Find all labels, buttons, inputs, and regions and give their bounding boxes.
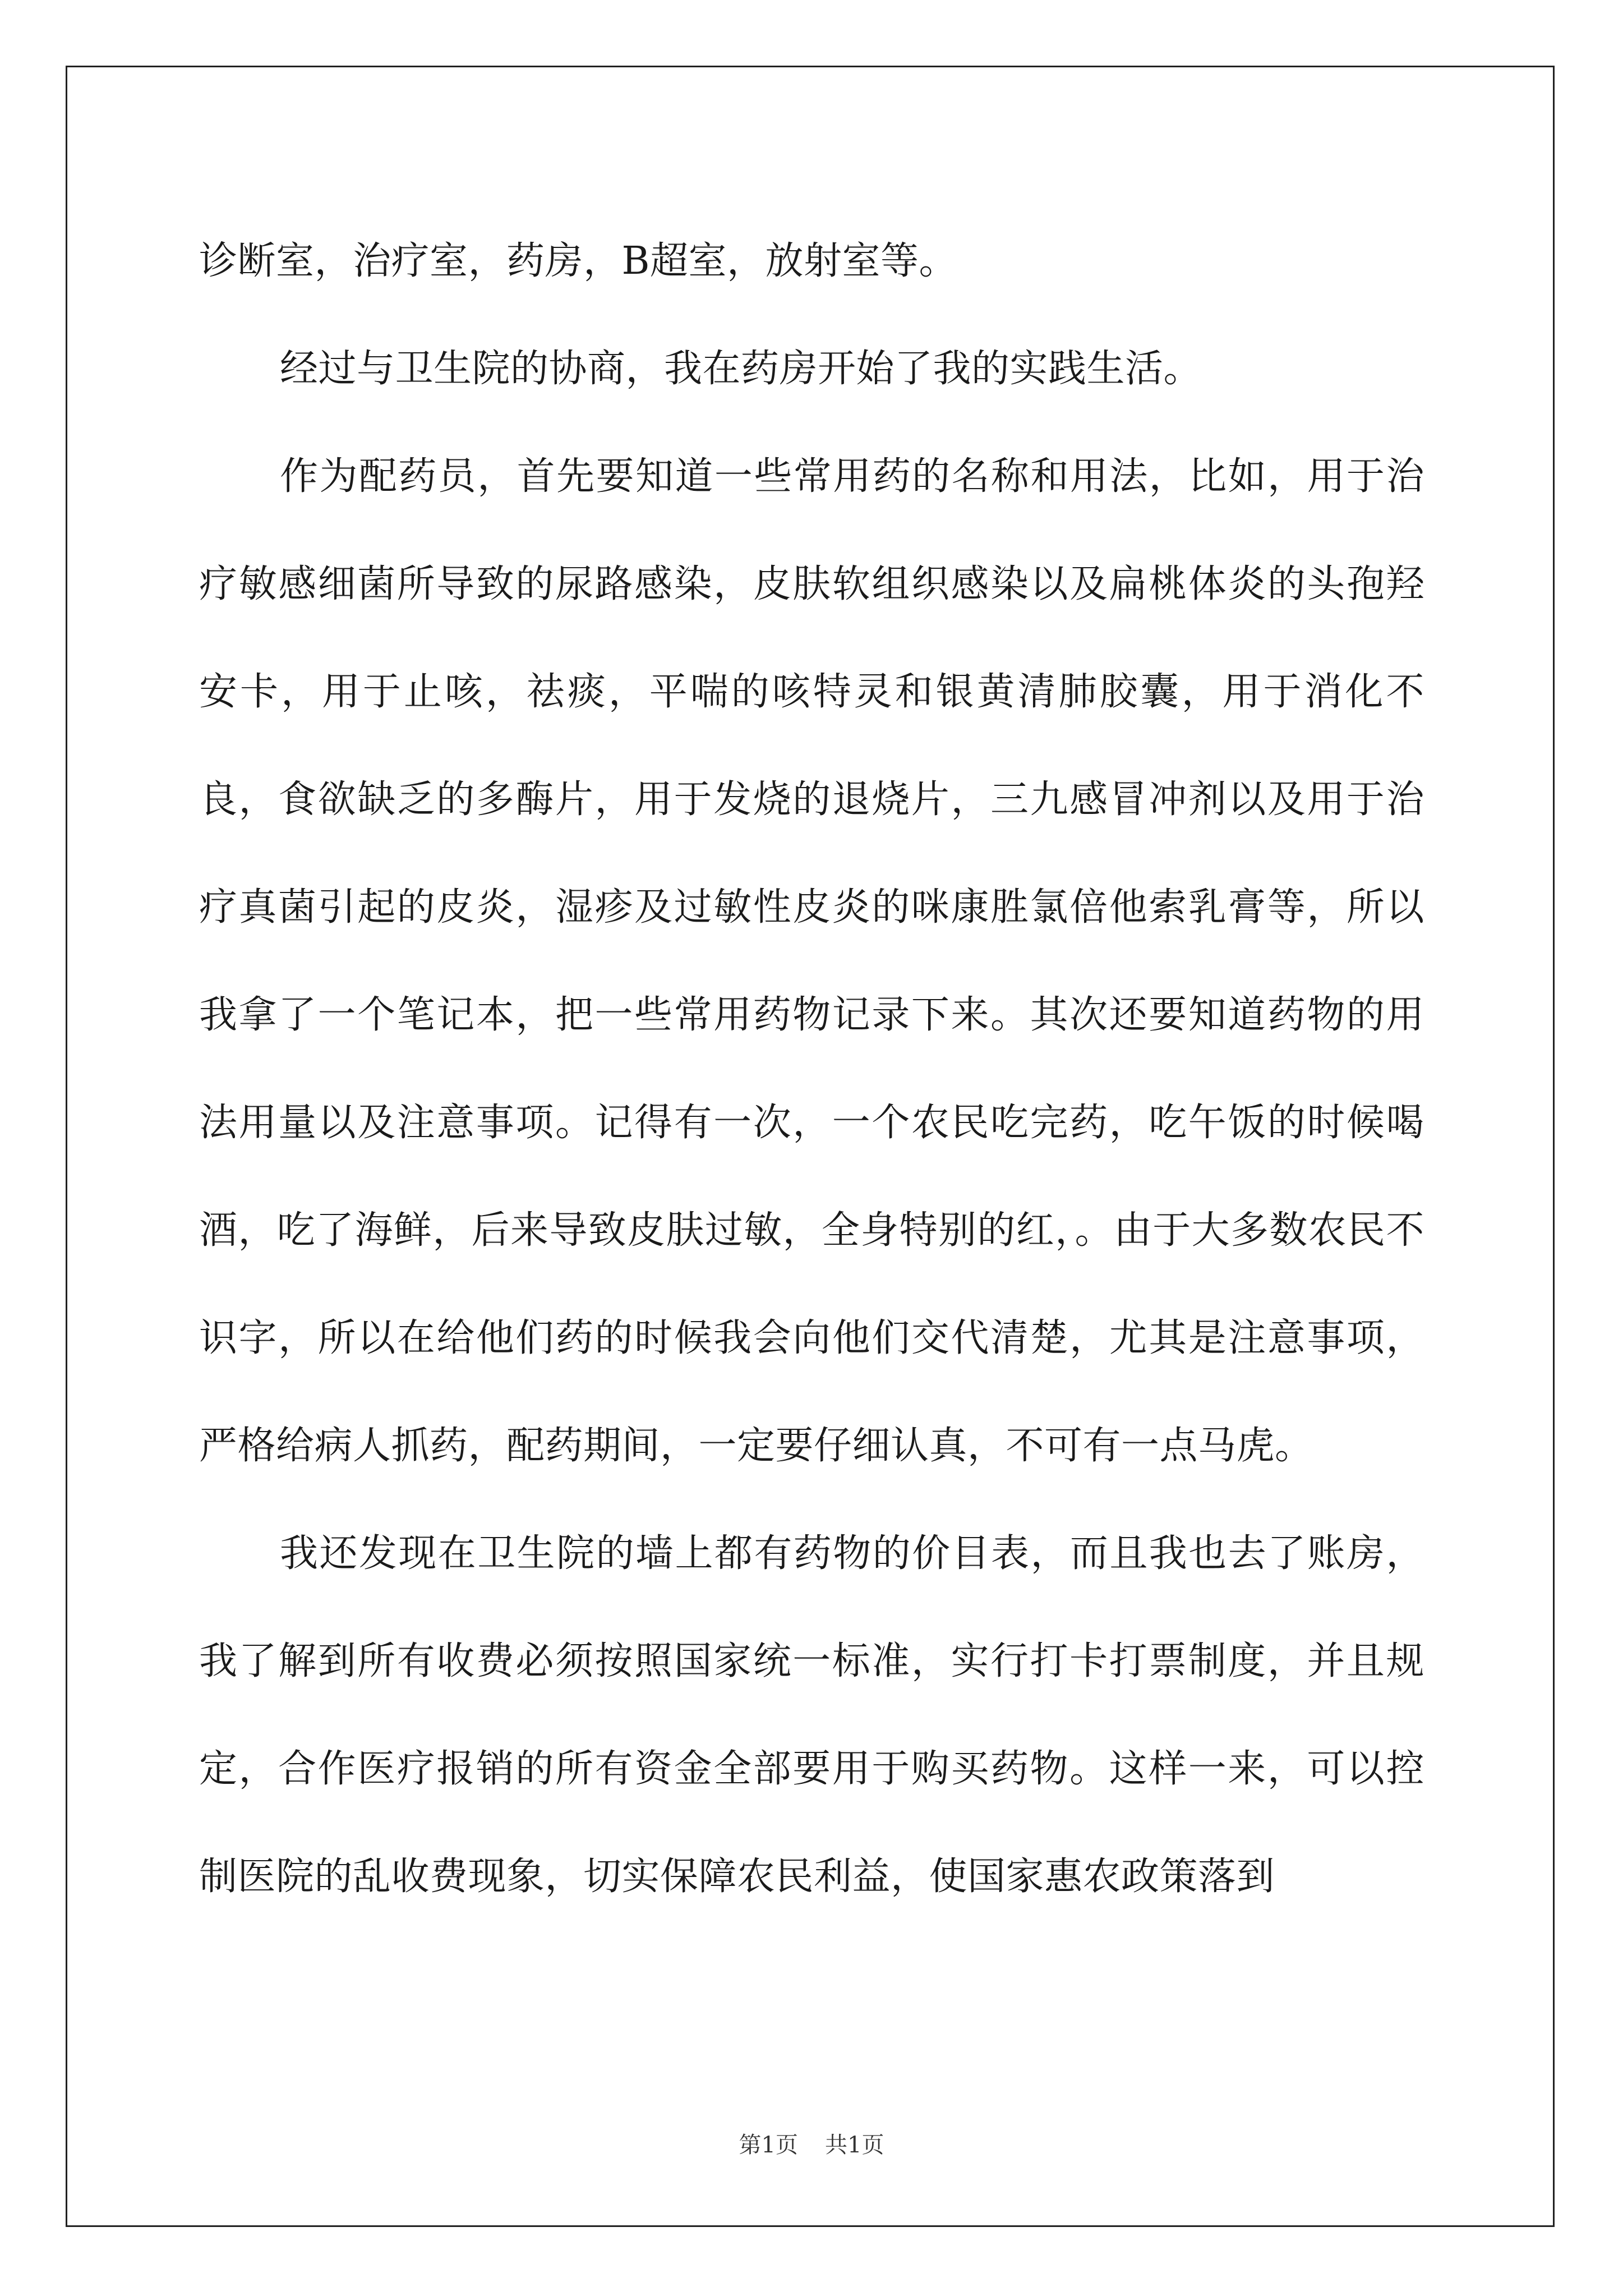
paragraph-consultation: 经过与卫生院的协商，我在药房开始了我的实践生活。 <box>280 347 1202 391</box>
paragraph-pharmacist-duties: 作为配药员，首先要知道一些常用药的名称和用法，比如，用于治疗敏感细菌所导致的尿路感染，皮肤软组织感染以及扁桃体炎的头孢羟安卡，用于止咳，祛痰，平喘的咳特灵和银黄清肺胶囊，用于消化不良，食欲缺乏的多酶片，用于发烧的退烧片，三九感冒冲剂以及用于治疗真菌引起的皮炎，湿疹及过敏性皮炎的咪康胜氯倍他索乳膏等，所以我拿了一个笔记本，把一些常用药物记录下来。其次还要知道药物的用法用量以及注意事项。记得有一次，一个农民吃完药，吃午饭的时候喝酒，吃了海鲜，后来导致皮肤过敏，全身特别的红，。由于大多数农民不识字，所以在给他们药的时候我会向他们交代清楚，尤其是注意事项，严格给病人抓药，配药期间，一定要仔细认真，不可有一点马虎。 <box>199 454 1424 1468</box>
page-total: 共1页 <box>825 2132 884 2158</box>
paragraph-price-list: 我还发现在卫生院的墙上都有药物的价目表，而且我也去了账房，我了解到所有收费必须按照国家统一标准，实行打卡打票制度，并且规定，合作医疗报销的所有资金全部要用于购买药物。这样一来，可以控制医院的乱收费现象，切实保障农民利益，使国家惠农政策落到 <box>199 1531 1424 1899</box>
paragraph-continued: 诊断室，治疗室，药房，B超室，放射室等。 <box>199 239 957 283</box>
document-body <box>199 208 1424 1931</box>
page-footer <box>0 2127 1623 2159</box>
page-number: 第1页 <box>739 2132 798 2158</box>
